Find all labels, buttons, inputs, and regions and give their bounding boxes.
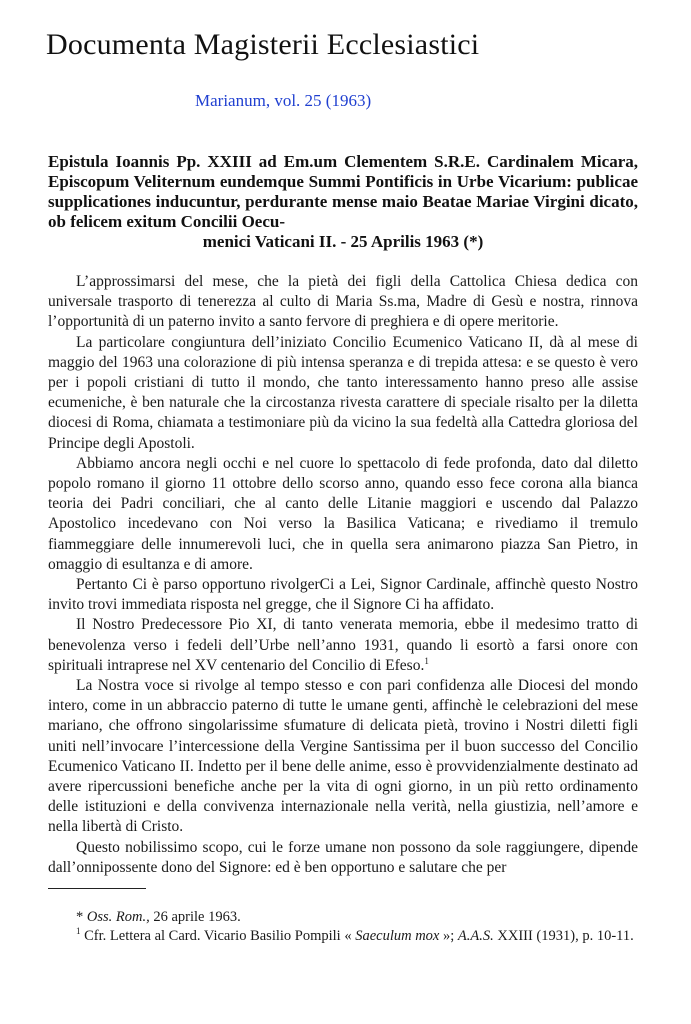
footnote-reference: 1 [424,655,429,666]
footnote-1-journal: A.A.S. [457,928,494,944]
footnote-1-mark: 1 [76,926,81,937]
footnote-1-text-b: »; [443,928,455,944]
paragraph: La Nostra voce si rivolge al tempo stesso e con pari confidenza alle Diocesi del mondo intero, come in un abbraccio paterno di tutte le umane genti, affinchè le celebrazioni del mese mariano, che offrono singolarissime sfumature di delicata pietà, trovino i Nostri diletti figli uniti nell’invocare l’intercessione della Vergine Santissima per il buon successo del Concilio Ecumenico Vaticano II. Indetto per il bene delle anime, esso è provvidenzialmente destinato ad avere ripercussioni benefiche anche per la vita di ogni giorno, in un più retto ordinamento delle istituzioni e della convivenza internazionale nella verità, nella giustizia, nell’amore e nella libertà di Cristo. [48,677,638,836]
source-reference: Marianum, vol. 25 (1963) [195,91,372,110]
paragraph: Questo nobilissimo scopo, cui le forze umane non possono da sole raggiungere, dipende dall’onnipossente dono del Signore: ed è ben opportuno e salutare che per [48,838,638,876]
paragraph: Abbiamo ancora negli occhi e nel cuore lo spettacolo di fede profonda, dato dal diletto popolo romano il giorno 11 ottobre dello scorso anno, quando esso fece corona alla bianca teoria dei Padri conciliari, che al canto delle Litanie maggiori e uscendo dal Palazzo Apostolico incedevano con Noi verso la Basilica Vaticana; e rivediamo il tremulo fiammeggiare delle innumerevoli luci, che in quella sera animarono piazza San Pietro, in omaggio di esultanza e di amore. [48,454,638,573]
footnote-star [48,908,638,927]
footnote-1-text-a: Cfr. Lettera al Card. Vicario Basilio Pompili « [84,928,352,944]
footnotes [48,908,638,946]
paragraph [48,615,638,676]
footnote-1-text-c: XXIII (1931), p. 10-11. [497,928,634,944]
paragraph: La particolare congiuntura dell’iniziato Concilio Ecumenico Vaticano II, dà al mese di maggio del 1963 una colorazione di più intensa speranza e di trepida attesa: e se questo è vero per i popoli cristiani di tutto il mondo, che tanto interessamento hanno preso alle assise ecumeniche, è ben naturale che la circostanza rivesta carattere di speciale risalto per la diletta diocesi di Roma, chiamata a testimoniare più da vicino la sua fedeltà alla Cattedra gloriosa del Principe degli Apostoli. [48,333,638,452]
letter-body [48,272,638,878]
paragraph: L’approssimarsi del mese, che la pietà dei figli della Cattolica Chiesa dedica con universale trasporto di tenerezza al culto di Maria Ss.ma, Madre di Gesù e nostra, rinnova l’opportunità di un paterno invito a santo fervore di preghiera e di opere meritorie. [48,273,638,331]
footnote-1-title: Saeculum mox [355,928,440,944]
journal-title: Documenta Magisterii Ecclesiastici [46,28,480,61]
footnote-1 [48,927,638,946]
footnote-divider [48,888,146,889]
paragraph: Pertanto Ci è parso opportuno rivolgerCi a Lei, Signor Cardinale, affinchè questo Nostro invito trovi immediata risposta nel gregge, che il Signore Ci ha affidato. [48,576,638,614]
heading-main: Epistula Ioannis Pp. XXIII ad Em.um Clementem S.R.E. Cardinalem Micara, Episcopum Veliternum eundemque Summi Pontificis in Urbe Vicarium: publicae supplicationes inducuntur, perdurante mense maio Beatae Mariae Virgini dicato, ob felicem exitum Concilii Oecu- [48,152,638,231]
footnote-star-text: 26 aprile 1963. [153,909,241,925]
heading-last-line: menici Vaticani II. - 25 Aprilis 1963 (*) [202,232,484,251]
footnote-star-mark: * [76,909,84,925]
document-heading [48,152,638,252]
paragraph-text: Il Nostro Predecessore Pio XI, di tanto venerata memoria, ebbe il medesimo tratto di benevolenza verso i fedeli dell’Urbe nell’anno 1931, quando li esortò a farsi onore con spirituali intraprese nel XV centenario del Concilio di Efeso. [48,616,638,674]
footnote-star-source: Oss. Rom., [86,909,150,925]
